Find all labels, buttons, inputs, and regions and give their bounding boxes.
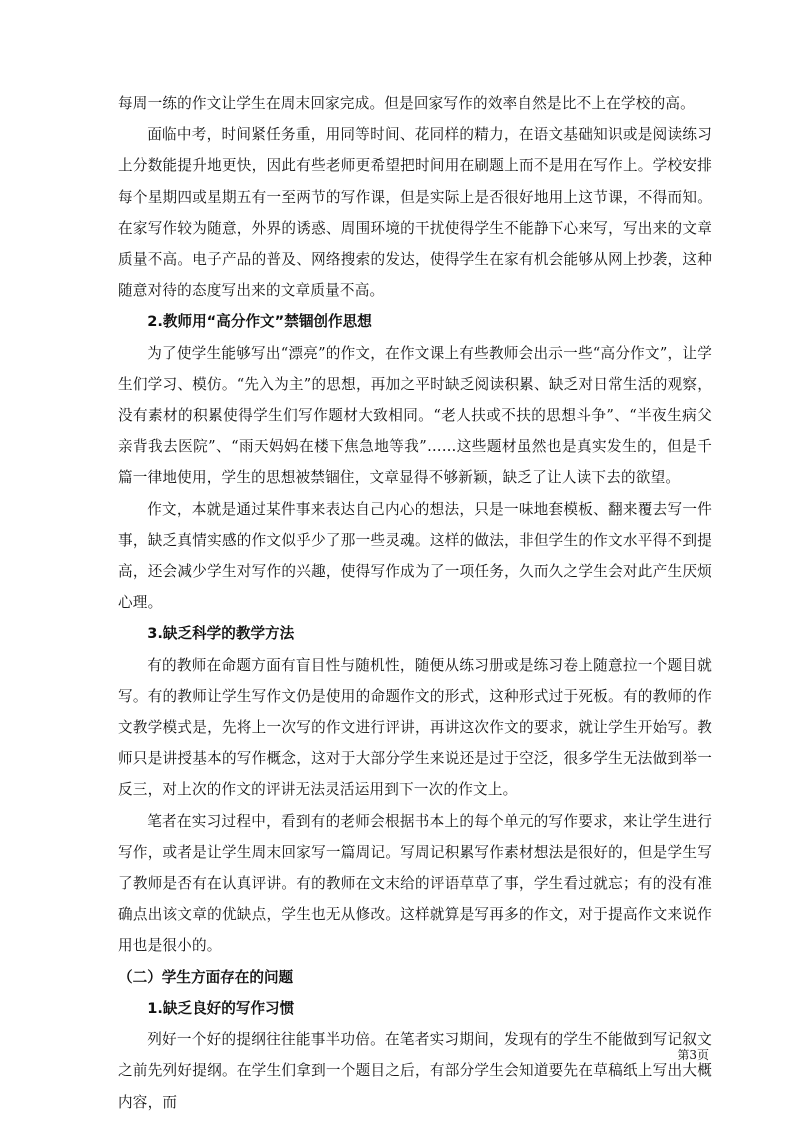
heading-writing-habits: 1.缺乏良好的写作习惯 <box>147 999 295 1017</box>
page-number: 第3页 <box>677 1048 709 1062</box>
heading-lack-scientific-methods: 3.缺乏科学的教学方法 <box>147 625 295 643</box>
paragraph-7: 列好一个好的提纲往往能事半功倍。在笔者实习期间，发现有的学生不能做到写记叙文之前先列好提纲。在学生们拿到一个题目之后，有部分学生会知道要先在草稿纸上写出大概内容，而 <box>118 1031 712 1111</box>
paragraph-3: 为了使学生能够写出“漂亮”的作文，在作文课上有些教师会出示一些“高分作文”，让学生们学习、模仿。“先入为主”的思想，再加之平时缺乏阅读积累、缺乏对日常生活的观察，没有素材的积累使得学生们写作题材大致相同。“老人扶或不扶的思想斗争”、“半夜生病父亲背我去医院”、“雨天妈妈在楼下焦急地等我”……这些题材虽然也是真实发生的，但是千篇一律地使用，学生的思想被禁锢住，文章显得不够新颖，缺乏了让人读下去的欲望。 <box>118 344 712 487</box>
paragraph-2: 面临中考，时间紧任务重，用同等时间、花同样的精力，在语文基础知识或是阅读练习上分数能提升地更快，因此有些老师更希望把时间用在刷题上而不是用在写作上。学校安排每个星期四或星期五有一至两节的写作课，但是实际上是否很好地用上这节课，不得而知。在家写作较为随意，外界的诱惑、周围环境的干扰使得学生不能静下心来写，写出来的文章质量不高。电子产品的普及、网络搜索的发达，使得学生在家有机会能够从网上抄袭，这种随意对待的态度写出来的文章质量不高。 <box>118 126 712 300</box>
paragraph-6: 笔者在实习过程中，看到有的老师会根据书本上的每个单元的写作要求，来让学生进行写作，或者是让学生周末回家写一篇周记。写周记积累写作素材想法是很好的，但是学生写了教师是否有在认真评讲。有的教师在文末给的评语草草了事，学生看过就忘；有的没有准确点出该文章的优缺点，学生也无从修改。这样就算是写再多的作文，对于提高作文来说作用也是很小的。 <box>118 812 712 955</box>
document-body <box>118 88 712 1118</box>
heading-teacher-high-score-essays: 2.教师用“高分作文”禁锢创作思想 <box>147 313 372 331</box>
paragraph-1: 每周一练的作文让学生在周末回家完成。但是回家写作的效率自然是比不上在学校的高。 <box>118 95 695 112</box>
paragraph-5: 有的教师在命题方面有盲目性与随机性，随便从练习册或是练习卷上随意拉一个题目就写。有的教师让学生写作文仍是使用的命题作文的形式，这种形式过于死板。有的教师的作文教学模式是，先将上一次写的作文进行评讲，再讲这次作文的要求，就让学生开始写。教师只是讲授基本的写作概念，这对于大部分学生来说还是过于空泛，很多学生无法做到举一反三，对上次的作文的评讲无法灵活运用到下一次的作文上。 <box>118 656 712 799</box>
heading-student-problems: （二）学生方面存在的问题 <box>118 968 294 986</box>
paragraph-4: 作文，本就是通过某件事来表达自己内心的想法，只是一味地套模板、翻来覆去写一件事，缺乏真情实感的作文似乎少了那一些灵魂。这样的做法，非但学生的作文水平得不到提高，还会减少学生对写作的兴趣，使得写作成为了一项任务，久而久之学生会对此产生厌烦心理。 <box>118 500 712 612</box>
